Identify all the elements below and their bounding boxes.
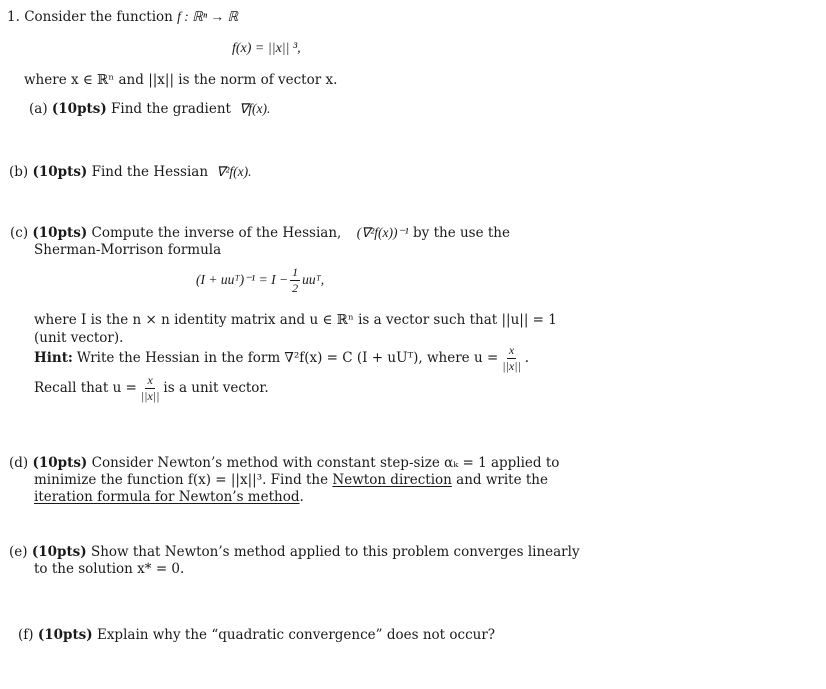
hint-frac-num: x [508, 343, 515, 357]
hint-fraction [500, 344, 523, 372]
part-b-math: ∇²f(x). [216, 164, 252, 179]
part-a-points: (10pts) [51, 101, 107, 117]
function-equation: f(x) = ||x|| ³, [232, 41, 301, 56]
part-d-text2a: minimize the function f(x) = ||x||³. Find the [34, 472, 329, 488]
formula-fraction [290, 266, 300, 294]
iteration-formula-link: iteration formula for Newton’s method [34, 489, 300, 505]
part-d-line3 [34, 489, 304, 505]
part-f-label: (f) [18, 627, 34, 643]
part-a-label: (a) [29, 101, 48, 117]
part-c-recall [34, 374, 269, 402]
part-b-text: Find the Hessian [91, 164, 209, 180]
formula-frac-num: 1 [292, 265, 299, 279]
formula-rhs: uuᵀ, [302, 272, 325, 288]
part-d-line1 [9, 455, 559, 471]
formula-frac-den: 2 [292, 280, 299, 295]
part-c-line1 [10, 225, 510, 241]
part-f [18, 627, 495, 643]
part-a [29, 101, 270, 117]
part-c-points: (10pts) [32, 225, 88, 241]
part-e-line2: to the solution x* = 0. [34, 561, 185, 577]
part-d-label: (d) [9, 455, 29, 471]
part-c-text-end: by the use the [413, 225, 510, 241]
part-d-line2 [34, 472, 548, 488]
function-signature: f : ℝⁿ → ℝ [177, 9, 239, 24]
part-b-label: (b) [9, 164, 29, 180]
hint-label: Hint: [34, 350, 73, 367]
problem-header [7, 9, 238, 25]
part-d-text3-end: . [299, 489, 304, 505]
hint-text: Write the Hessian in the form ∇²f(x) = C (I + uUᵀ), where u = [76, 350, 499, 367]
part-d-text2b: and write the [456, 472, 548, 488]
recall-frac-num: x [147, 373, 153, 387]
formula-lhs: (I + uuᵀ)⁻¹ = I − [196, 272, 289, 288]
sherman-morrison-formula [196, 266, 324, 294]
part-d-points: (10pts) [32, 455, 88, 471]
part-e-points: (10pts) [31, 544, 87, 560]
newton-direction-link: Newton direction [332, 472, 452, 488]
problem-number: 1. [7, 9, 20, 25]
part-e-label: (e) [9, 544, 28, 560]
part-e-line1 [9, 544, 580, 560]
part-b [9, 164, 252, 180]
part-c-hint [34, 344, 529, 372]
part-f-text: Explain why the “quadratic convergence” does not occur? [96, 627, 496, 643]
recall-frac-den: ||x|| [140, 388, 160, 403]
part-c-inverse-math: (∇²f(x))⁻¹ [356, 225, 409, 240]
where-line: where x ∈ ℝⁿ and ||x|| is the norm of vector x. [24, 72, 338, 88]
part-a-math: ∇f(x). [239, 101, 271, 116]
part-e-text1: Show that Newton’s method applied to this problem converges linearly [90, 544, 580, 560]
recall-fraction [139, 374, 162, 402]
hint-frac-den: ||x|| [502, 358, 521, 373]
recall-text: Recall that u = [34, 380, 137, 397]
hint-end: . [524, 350, 530, 367]
part-c-label: (c) [10, 225, 29, 241]
part-c-where-line1: where I is the n × n identity matrix and u ∈ ℝⁿ is a vector such that ||u|| = 1 [34, 312, 557, 328]
part-c-where-line2: (unit vector). [34, 330, 124, 346]
part-f-points: (10pts) [37, 627, 93, 643]
part-d-text1: Consider Newton’s method with constant step-size αₖ = 1 applied to [91, 455, 560, 471]
part-a-text: Find the gradient [111, 101, 231, 117]
part-b-points: (10pts) [32, 164, 88, 180]
part-c-line2: Sherman-Morrison formula [34, 242, 222, 258]
part-c-text: Compute the inverse of the Hessian, [91, 225, 342, 241]
recall-end: is a unit vector. [163, 380, 269, 397]
problem-intro: Consider the function [24, 9, 173, 25]
